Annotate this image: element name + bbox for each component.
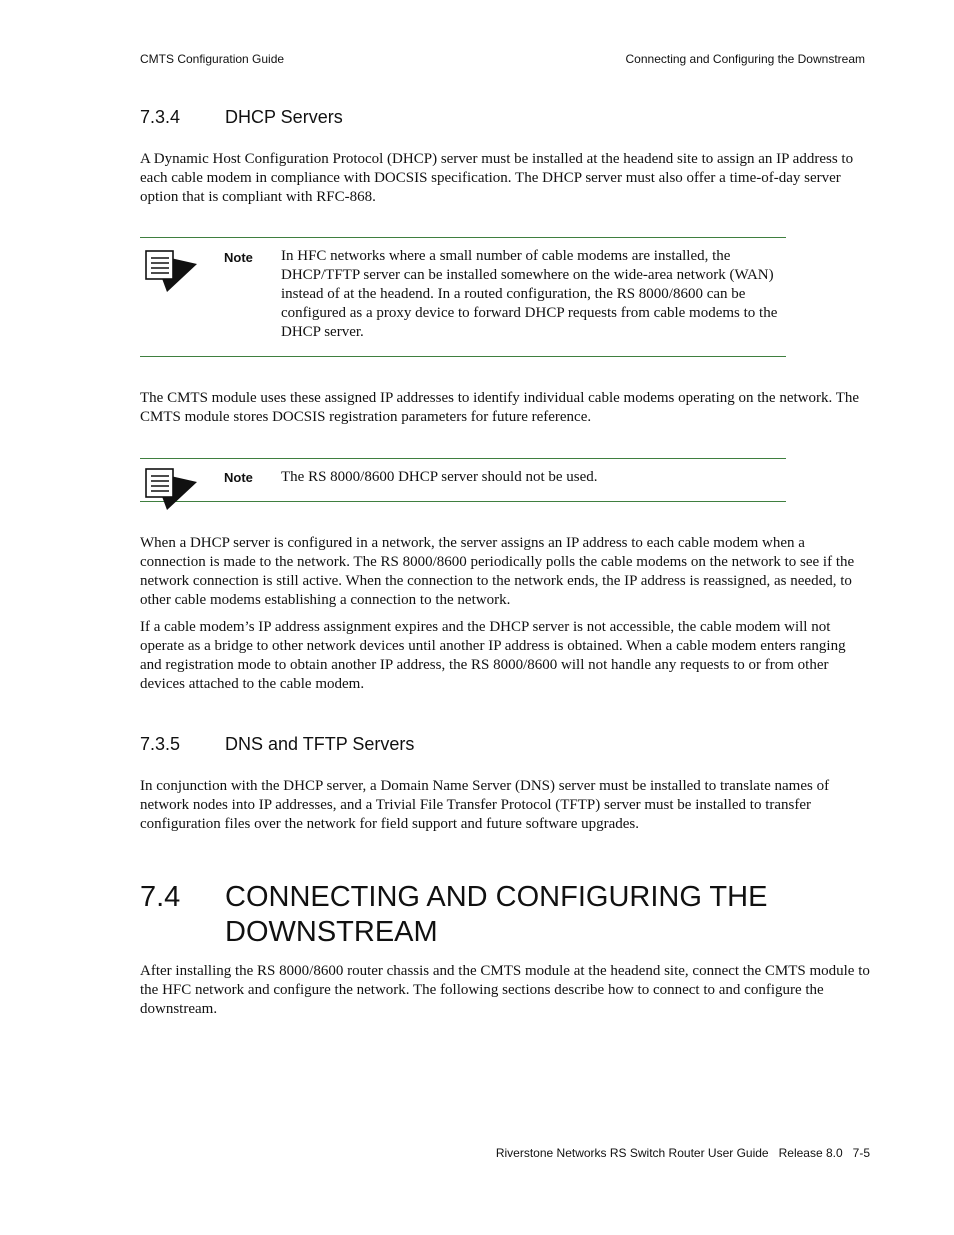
note-label: Note bbox=[224, 470, 253, 485]
paragraph-dns-tftp: In conjunction with the DHCP server, a Domain Name Server (DNS) server must be installed to translate names of network nodes into IP addresses, and a Trivial File Transfer Protocol (TFTP) server must be installed to transfer configuration files over the network for field support and future software upgrades. bbox=[140, 778, 830, 832]
section-title: DNS and TFTP Servers bbox=[225, 734, 415, 754]
running-header-right: Connecting and Configuring the Downstream bbox=[625, 52, 865, 66]
note-label: Note bbox=[224, 250, 253, 265]
note-pad-arrow-icon bbox=[143, 468, 197, 515]
section-title: CONNECTING AND CONFIGURING THE DOWNSTREAM bbox=[225, 881, 768, 948]
note-box-2 bbox=[140, 458, 786, 502]
section-heading-7-3-4 bbox=[140, 107, 343, 128]
running-header-left: CMTS Configuration Guide bbox=[140, 52, 285, 66]
paragraph-dhcp-intro: A Dynamic Host Configuration Protocol (DHCP) server must be installed at the headend site to assign an IP address to each cable modem in compliance with DOCSIS specification. The DHCP server must also offer a time-of-day server option that is compliant with RFC-868. bbox=[140, 151, 854, 205]
note-text: The RS 8000/8600 DHCP server should not be used. bbox=[281, 469, 598, 485]
note-text: In HFC networks where a small number of cable modems are installed, the DHCP/TFTP server can be installed somewhere on the wide-area network (WAN) instead of at the headend. In a routed configuration, the RS 8000/8600 can be configured as a proxy device to forward DHCP requests from cable modems to the DHCP server. bbox=[281, 248, 778, 340]
section-title: DHCP Servers bbox=[225, 107, 343, 127]
note-pad-arrow-icon bbox=[143, 250, 197, 297]
paragraph-connecting-intro: After installing the RS 8000/8600 router chassis and the CMTS module at the headend site, connect the CMTS module to the HFC network and configure the network. The following sections describe how to connect to and configure the downstream. bbox=[140, 963, 870, 1017]
section-number: 7.3.4 bbox=[140, 107, 181, 127]
running-footer: Riverstone Networks RS Switch Router User Guide Release 8.0 7-5 bbox=[495, 1146, 870, 1160]
chapter-heading-7-4 bbox=[140, 880, 825, 950]
section-number: 7.4 bbox=[140, 881, 181, 913]
note-box-1 bbox=[140, 237, 786, 357]
section-heading-7-3-5 bbox=[140, 734, 414, 755]
paragraph-dhcp-configured: When a DHCP server is configured in a network, the server assigns an IP address to each cable modem when a connection is made to the network. The RS 8000/8600 periodically polls the cable modems on the network to see if the network connection is still active. When the connection to the network ends, the IP address is reassigned, as needed, to other cable modems establishing a connection to the network. bbox=[140, 535, 855, 608]
paragraph-cmts-addresses: The CMTS module uses these assigned IP addresses to identify individual cable modems operating on the network. The CMTS module stores DOCSIS registration parameters for future reference. bbox=[140, 390, 860, 425]
paragraph-ip-expiry: If a cable modem’s IP address assignment expires and the DHCP server is not accessible, the cable modem will not operate as a bridge to other network devices until another IP address is obtained. When a cable modem enters ranging and registration mode to obtain another IP address, the RS 8000/8600 will not handle any requests to or from other devices attached to the cable modem. bbox=[140, 619, 846, 692]
section-number: 7.3.5 bbox=[140, 734, 181, 754]
